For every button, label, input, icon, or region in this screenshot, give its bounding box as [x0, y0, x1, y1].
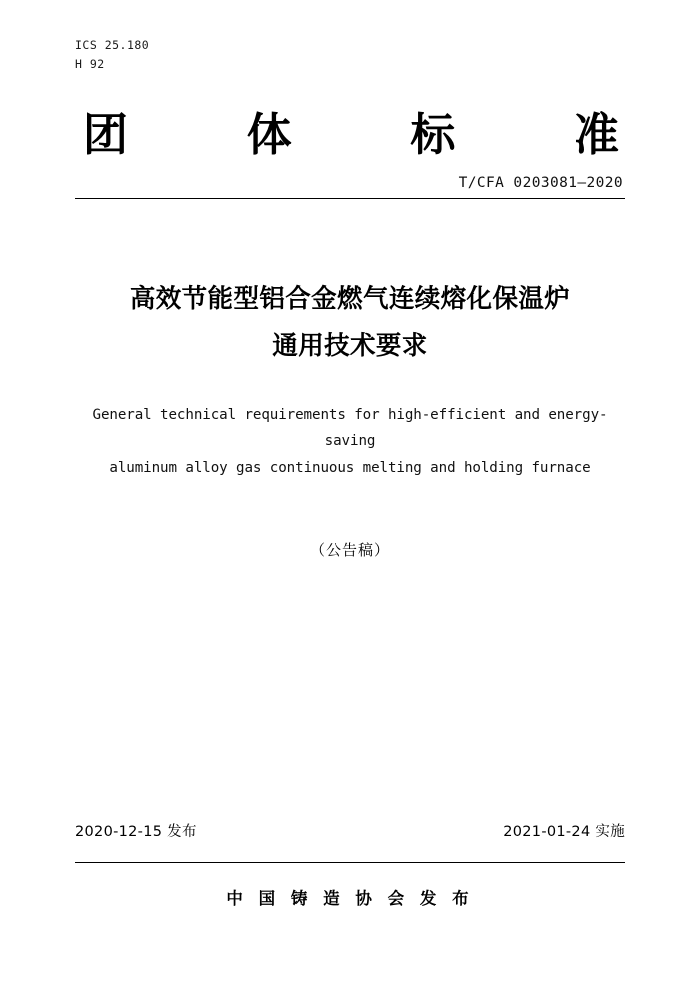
issuing-organization: 中 国 铸 造 协 会 发 布: [226, 889, 474, 908]
heading-char-4: 准: [573, 107, 619, 161]
header-codes: [75, 0, 625, 74]
heading-char-2: 体: [246, 107, 292, 161]
document-title-english: [75, 402, 625, 481]
classification-code: H 92: [75, 56, 105, 71]
publication-dates: [75, 820, 625, 841]
footer-divider: [75, 862, 625, 863]
document-title-chinese: [75, 277, 625, 368]
title-en-line-1: General technical requirements for high-efficient and energy-saving: [92, 407, 608, 450]
effective-date: 2021-01-24 实施: [503, 824, 625, 840]
heading-char-1: 团: [83, 107, 129, 161]
ics-code: ICS 25.180: [75, 38, 150, 52]
standard-number: T/CFA 0203081—2020: [458, 174, 623, 191]
heading-char-3: 标: [410, 107, 456, 161]
issue-date: 2020-12-15 发布: [75, 824, 197, 840]
draft-status-note: （公告稿）: [309, 540, 390, 559]
title-en-line-2: aluminum alloy gas continuous melting and holding furnace: [109, 459, 591, 476]
standard-type-heading: [75, 107, 625, 161]
title-cn-line-1: 高效节能型铝合金燃气连续熔化保温炉: [129, 283, 571, 314]
title-cn-line-2: 通用技术要求: [272, 330, 428, 361]
header-divider: [75, 198, 625, 199]
